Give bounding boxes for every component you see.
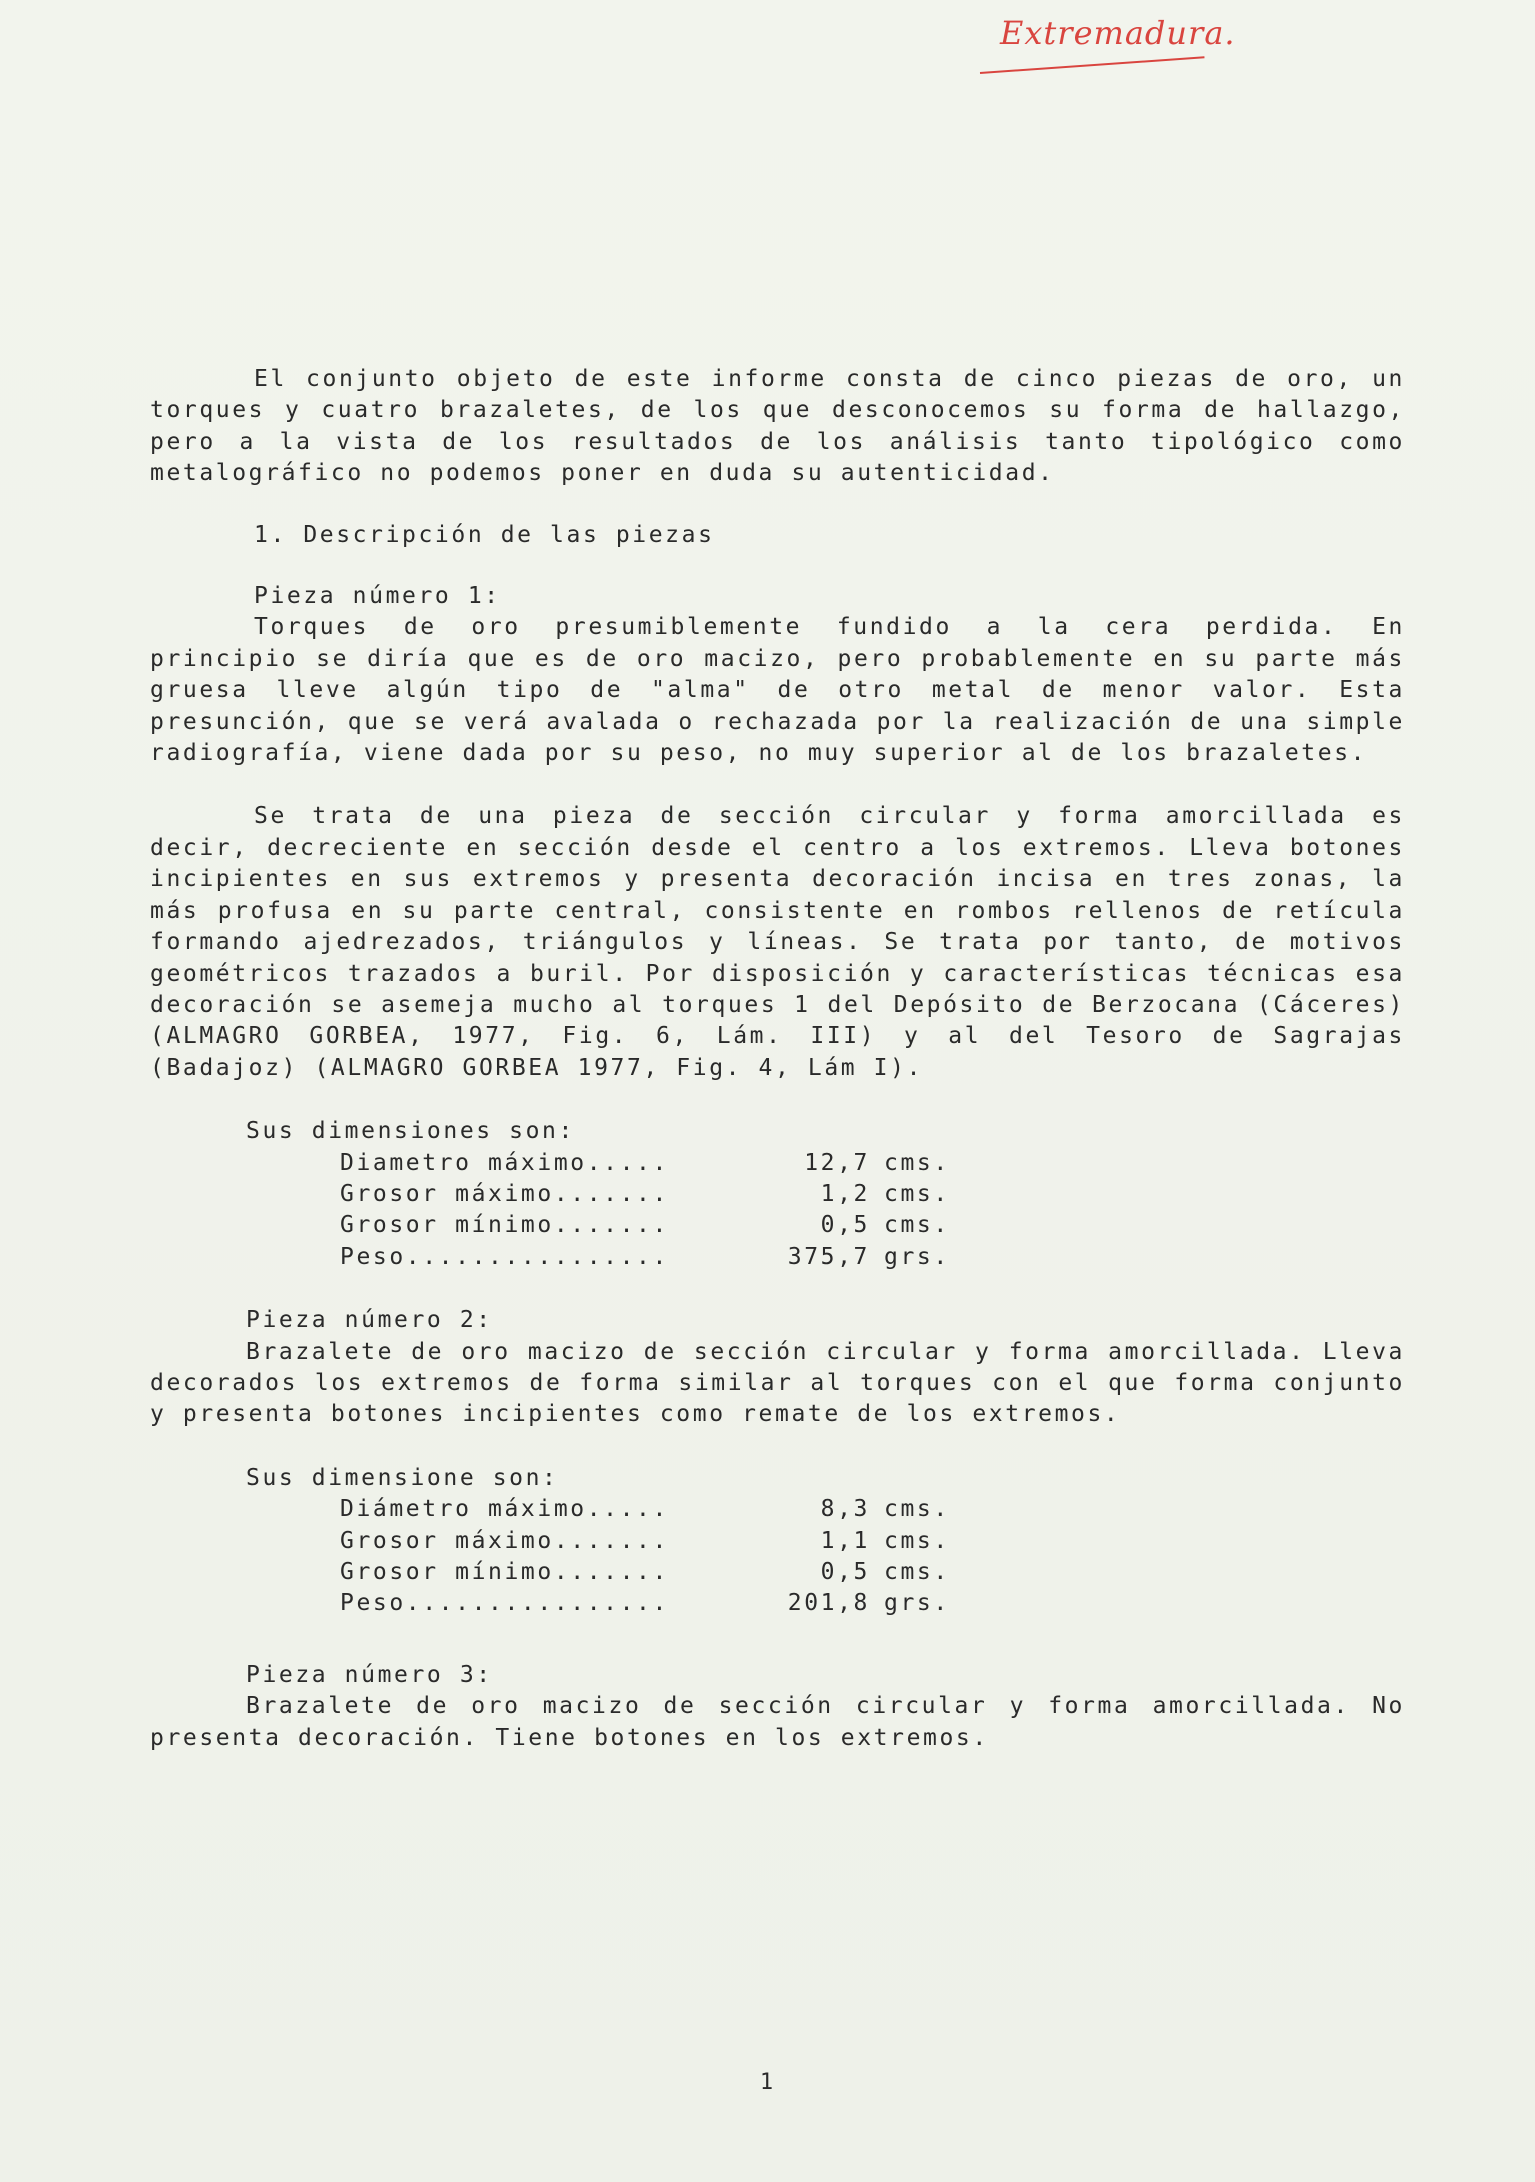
dimension-unit: grs. — [884, 1590, 950, 1617]
piece-2-title: Pieza número 2: — [246, 1307, 493, 1334]
dimension-row — [340, 1526, 1405, 1557]
dimension-unit: cms. — [884, 1180, 950, 1207]
piece-3-title: Pieza número 3: — [246, 1661, 493, 1688]
dimension-unit: grs. — [884, 1243, 950, 1270]
dimension-unit: cms. — [884, 1149, 950, 1176]
dimension-row — [340, 1242, 1405, 1273]
dimension-label: Peso................ — [340, 1243, 669, 1270]
dimension-value: 0,5 — [820, 1559, 870, 1585]
dimension-value: 0,5 — [820, 1212, 870, 1239]
dimension-label: Peso................ — [340, 1590, 669, 1617]
dimension-label: Grosor máximo....... — [340, 1527, 669, 1554]
piece-2-dimensions-table — [150, 1494, 1405, 1620]
dimension-unit: cms. — [884, 1212, 950, 1239]
dimension-label: Diámetro máximo..... — [340, 1496, 669, 1523]
annotation-underline — [980, 56, 1205, 74]
dimension-unit: cms. — [884, 1559, 950, 1585]
dimension-label: Grosor mínimo....... — [340, 1212, 669, 1239]
dimension-label: Grosor mínimo....... — [340, 1559, 669, 1585]
dimension-row — [340, 1148, 1405, 1179]
dimension-row — [340, 1557, 1405, 1588]
dimension-value: 1,1 — [820, 1527, 870, 1554]
handwritten-annotation: Extremadura. — [1000, 14, 1236, 52]
intro-paragraph: El conjunto objeto de este informe consta de cinco piezas de oro, un torques y cuatro brazaletes, de los que desconocemos su forma de hallazgo, pero a la vista de los resultados de los análisis tanto tipológico como metalográfico no podemos poner en duda su autenticidad. — [150, 366, 1405, 487]
piece-3-paragraph-1: Brazalete de oro macizo de sección circular y forma amorcillada. No presenta decoración. Tiene botones en los extremos. — [150, 1693, 1405, 1751]
dimension-value: 8,3 — [820, 1496, 870, 1523]
dimension-unit: cms. — [884, 1527, 950, 1554]
piece-1-title: Pieza número 1: — [254, 583, 501, 610]
piece-2-dimensions-title: Sus dimensione son: — [246, 1464, 559, 1491]
dimension-row — [340, 1210, 1405, 1241]
piece-1-dimensions-table — [150, 1148, 1405, 1274]
dimension-value: 12,7 — [804, 1149, 870, 1176]
dimension-value: 1,2 — [820, 1180, 870, 1207]
document-body — [150, 364, 1405, 1754]
piece-1-paragraph-2: Se trata de una pieza de sección circular y forma amorcillada es decir, decreciente en sección desde el centro a los extremos. Lleva botones incipientes en sus extremos y presenta decoración incisa en tres zonas, la más profusa en su parte central, consistente en rombos rellenos de retícula formando ajedrezados, triángulos y líneas. Se trata por tanto, de motivos geométricos trazados a buril. Por disposición y características técnicas esa decoración se asemeja mucho al torques 1 del Depósito de Berzocana (Cáceres) (ALMAGRO GORBEA, 1977, Fig. 6, Lám. III) y al del Tesoro de Sagrajas (Badajoz) (ALMAGRO GORBEA 1977, Fig. 4, Lám I). — [150, 803, 1405, 1081]
section-heading: 1. Descripción de las piezas — [254, 521, 715, 548]
dimension-row — [340, 1179, 1405, 1210]
dimension-label: Grosor máximo....... — [340, 1180, 669, 1207]
piece-1-dimensions-title: Sus dimensiones son: — [246, 1118, 575, 1145]
piece-1-paragraph-1: Torques de oro presumiblemente fundido a la cera perdida. En principio se diría que es de oro macizo, pero probablemente en su parte más gruesa lleve algún tipo de "alma" de otro metal de menor valor. Esta presunción, que se verá avalada o rechazada por la realización de una simple radiografía, viene dada por su peso, no muy superior al de los brazaletes. — [150, 614, 1405, 767]
dimension-value: 375,7 — [787, 1243, 870, 1270]
dimension-unit: cms. — [884, 1496, 950, 1523]
dimension-row — [340, 1588, 1405, 1619]
piece-2-paragraph-1: Brazalete de oro macizo de sección circular y forma amorcillada. Lleva decorados los extremos de forma similar al torques con el que forma conjunto y presenta botones incipientes como remate de los extremos. — [150, 1338, 1405, 1428]
page-number: 1 — [759, 2070, 776, 2095]
dimension-row — [340, 1494, 1405, 1525]
dimension-label: Diametro máximo..... — [340, 1149, 669, 1176]
dimension-value: 201,8 — [787, 1590, 870, 1617]
